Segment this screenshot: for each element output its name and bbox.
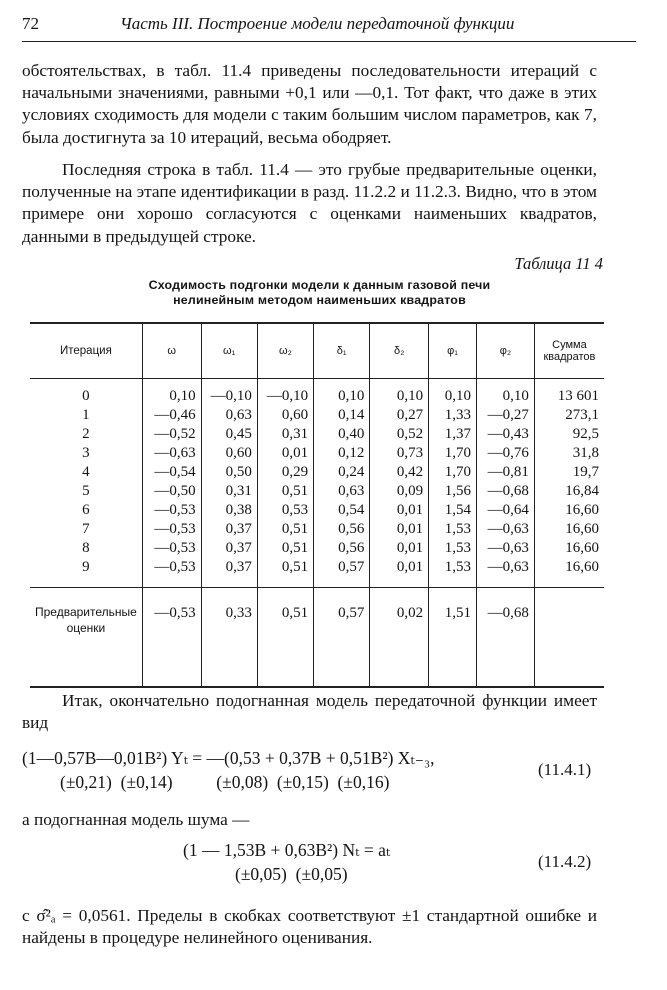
iteration-cell: 6 [82, 502, 90, 519]
value-cell: 0,54 [314, 501, 370, 520]
value-cell: —0,46 [142, 406, 201, 425]
table-header-row [30, 323, 604, 378]
prelim-value-cell: 0,02 [370, 588, 429, 688]
iteration-cell: 7 [82, 521, 90, 538]
table-row [30, 501, 604, 520]
value-cell: 13 601 [534, 378, 604, 406]
prelim-label: Предварительные оценки [35, 605, 137, 636]
col-header-omega: ω [142, 323, 201, 378]
value-cell: 0,10 [370, 378, 429, 406]
equation-2-line1: (1 — 1,53B + 0,63B²) Nₜ = aₜ [183, 840, 391, 860]
value-cell: 0,24 [314, 463, 370, 482]
value-cell: 273,1 [534, 406, 604, 425]
value-cell: —0,10 [257, 378, 313, 406]
prelim-row [30, 588, 604, 688]
value-cell: 0,01 [370, 558, 429, 588]
value-cell: —0,53 [142, 520, 201, 539]
value-cell: 16,84 [534, 482, 604, 501]
value-cell: —0,64 [476, 501, 534, 520]
value-cell: 0,10 [314, 378, 370, 406]
value-cell: 1,33 [429, 406, 477, 425]
table-row [30, 463, 604, 482]
prelim-value-cell: —0,53 [142, 588, 201, 688]
col-header-delta1: δ₁ [314, 323, 370, 378]
running-header [22, 14, 642, 40]
value-cell: 16,60 [534, 558, 604, 588]
value-cell: 0,01 [370, 520, 429, 539]
value-cell: 1,56 [429, 482, 477, 501]
value-cell: 16,60 [534, 501, 604, 520]
value-cell: 0,14 [314, 406, 370, 425]
value-cell: 19,7 [534, 463, 604, 482]
value-cell: 0,31 [201, 482, 257, 501]
prelim-value-cell: 0,51 [257, 588, 313, 688]
iteration-cell: 3 [82, 444, 90, 461]
iteration-cell: 4 [82, 463, 90, 480]
value-cell: —0,27 [476, 406, 534, 425]
iteration-cell: 8 [82, 540, 90, 557]
value-cell: 0,40 [314, 425, 370, 444]
value-cell: 0,01 [370, 501, 429, 520]
equation-1-line1: (1—0,57B—0,01B²) Yₜ = —(0,53 + 0,37B + 0,51B²) Xₜ₋₃, [22, 748, 435, 768]
value-cell: 1,53 [429, 520, 477, 539]
value-cell: 0,01 [370, 539, 429, 558]
value-cell: 0,73 [370, 444, 429, 463]
value-cell: —0,81 [476, 463, 534, 482]
prelim-value-cell [534, 588, 604, 688]
value-cell: 0,51 [257, 539, 313, 558]
value-cell: 0,57 [314, 558, 370, 588]
table-row [30, 444, 604, 463]
col-header-omega2: ω₂ [257, 323, 313, 378]
convergence-table [30, 322, 604, 688]
value-cell: 0,53 [257, 501, 313, 520]
value-cell: —0,10 [201, 378, 257, 406]
value-cell: 0,63 [201, 406, 257, 425]
value-cell: —0,50 [142, 482, 201, 501]
col-header-phi2: φ₂ [476, 323, 534, 378]
value-cell: 92,5 [534, 425, 604, 444]
iteration-cell: 2 [82, 425, 90, 442]
value-cell: 0,10 [142, 378, 201, 406]
value-cell: 0,27 [370, 406, 429, 425]
value-cell: 0,37 [201, 520, 257, 539]
value-cell: —0,53 [142, 539, 201, 558]
value-cell: —0,63 [476, 520, 534, 539]
value-cell: 16,60 [534, 520, 604, 539]
value-cell: 1,37 [429, 425, 477, 444]
value-cell: —0,63 [476, 558, 534, 588]
value-cell: 0,31 [257, 425, 313, 444]
value-cell: 0,52 [370, 425, 429, 444]
value-cell: —0,52 [142, 425, 201, 444]
iteration-cell: 1 [82, 406, 90, 423]
noise-intro: а подогнанная модель шума — [22, 810, 250, 829]
equation-2-number: (11.4.2) [538, 852, 592, 871]
value-cell: —0,68 [476, 482, 534, 501]
iteration-cell: 9 [82, 559, 90, 576]
value-cell: 31,8 [534, 444, 604, 463]
prelim-value-cell: —0,68 [476, 588, 534, 688]
value-cell: 0,10 [429, 378, 477, 406]
value-cell: 0,09 [370, 482, 429, 501]
table-row [30, 520, 604, 539]
table-caption [22, 278, 617, 308]
col-header-sum-squares: Сумма квадратов [534, 323, 604, 378]
paragraph-2: Последняя строка в табл. 11.4 — это грубые предварительные оценки, полученные на этапе идентификации в разд. 11.2.2 и 11.2.3. Видно, что в этом примере они хорошо согласуются с оценками наименьших квадратов, данными в предыдущей строке. [22, 160, 597, 246]
value-cell: 0,29 [257, 463, 313, 482]
table-row [30, 425, 604, 444]
value-cell: 16,60 [534, 539, 604, 558]
value-cell: 1,70 [429, 444, 477, 463]
value-cell: —0,53 [142, 501, 201, 520]
table-row [30, 482, 604, 501]
value-cell: 0,37 [201, 558, 257, 588]
value-cell: 0,45 [201, 425, 257, 444]
table-caption-line2: нелинейным методом наименьших квадратов [173, 293, 466, 307]
iteration-cell: 0 [82, 387, 90, 404]
paragraph-1: обстоятельствах, в табл. 11.4 приведены последовательности итераций с начальными значениями, равными +0,1 или —0,1. Тот факт, что даже в этих условиях сходимость для модели с таким большим числом параметров, как 7, была достигнута за 10 итераций, весьма ободряет. [22, 61, 597, 147]
table-caption-line1: Сходимость подгонки модели к данным газовой печи [148, 278, 491, 292]
value-cell: 0,60 [201, 444, 257, 463]
value-cell: 0,38 [201, 501, 257, 520]
value-cell: —0,43 [476, 425, 534, 444]
prelim-value-cell: 0,57 [314, 588, 370, 688]
value-cell: 0,12 [314, 444, 370, 463]
value-cell: 0,50 [201, 463, 257, 482]
col-header-iteration: Итерация [59, 344, 112, 357]
prelim-value-cell: 1,51 [429, 588, 477, 688]
value-cell: 1,54 [429, 501, 477, 520]
header-rule [22, 41, 636, 42]
paragraph-3: Итак, окончательно подогнанная модель передаточной функции имеет вид [22, 691, 597, 733]
value-cell: 0,42 [370, 463, 429, 482]
col-header-omega1: ω₁ [201, 323, 257, 378]
value-cell: 0,60 [257, 406, 313, 425]
value-cell: 0,51 [257, 482, 313, 501]
equation-1-line2: (±0,21) (±0,14) (±0,08) (±0,15) (±0,16) [60, 772, 390, 792]
value-cell: 0,37 [201, 539, 257, 558]
value-cell: 1,53 [429, 539, 477, 558]
prelim-value-cell: 0,33 [201, 588, 257, 688]
value-cell: —0,63 [142, 444, 201, 463]
value-cell: 0,63 [314, 482, 370, 501]
value-cell: —0,54 [142, 463, 201, 482]
paragraph-4: с σ̂²ₐ = 0,0561. Пределы в скобках соответствуют ±1 стандартной ошибке и найдены в процедуре нелинейного оценивания. [22, 906, 597, 948]
value-cell: 1,70 [429, 463, 477, 482]
table-row [30, 406, 604, 425]
value-cell: 0,10 [476, 378, 534, 406]
value-cell: —0,53 [142, 558, 201, 588]
table-row [30, 378, 604, 406]
iteration-cell: 5 [82, 483, 90, 500]
value-cell: 0,56 [314, 539, 370, 558]
running-title: Часть III. Построение модели передаточной функции [120, 14, 515, 33]
equation-1-number: (11.4.1) [538, 760, 592, 779]
table-label: Таблица 11 4 [514, 254, 603, 273]
col-header-phi1: φ₁ [429, 323, 477, 378]
value-cell: 0,51 [257, 520, 313, 539]
value-cell: —0,63 [476, 539, 534, 558]
value-cell: —0,76 [476, 444, 534, 463]
col-header-delta2: δ₂ [370, 323, 429, 378]
value-cell: 0,56 [314, 520, 370, 539]
table-row [30, 539, 604, 558]
table-row [30, 558, 604, 588]
value-cell: 0,51 [257, 558, 313, 588]
value-cell: 0,01 [257, 444, 313, 463]
equation-2-line2: (±0,05) (±0,05) [235, 864, 348, 884]
page-number: 72 [22, 14, 39, 33]
value-cell: 1,53 [429, 558, 477, 588]
